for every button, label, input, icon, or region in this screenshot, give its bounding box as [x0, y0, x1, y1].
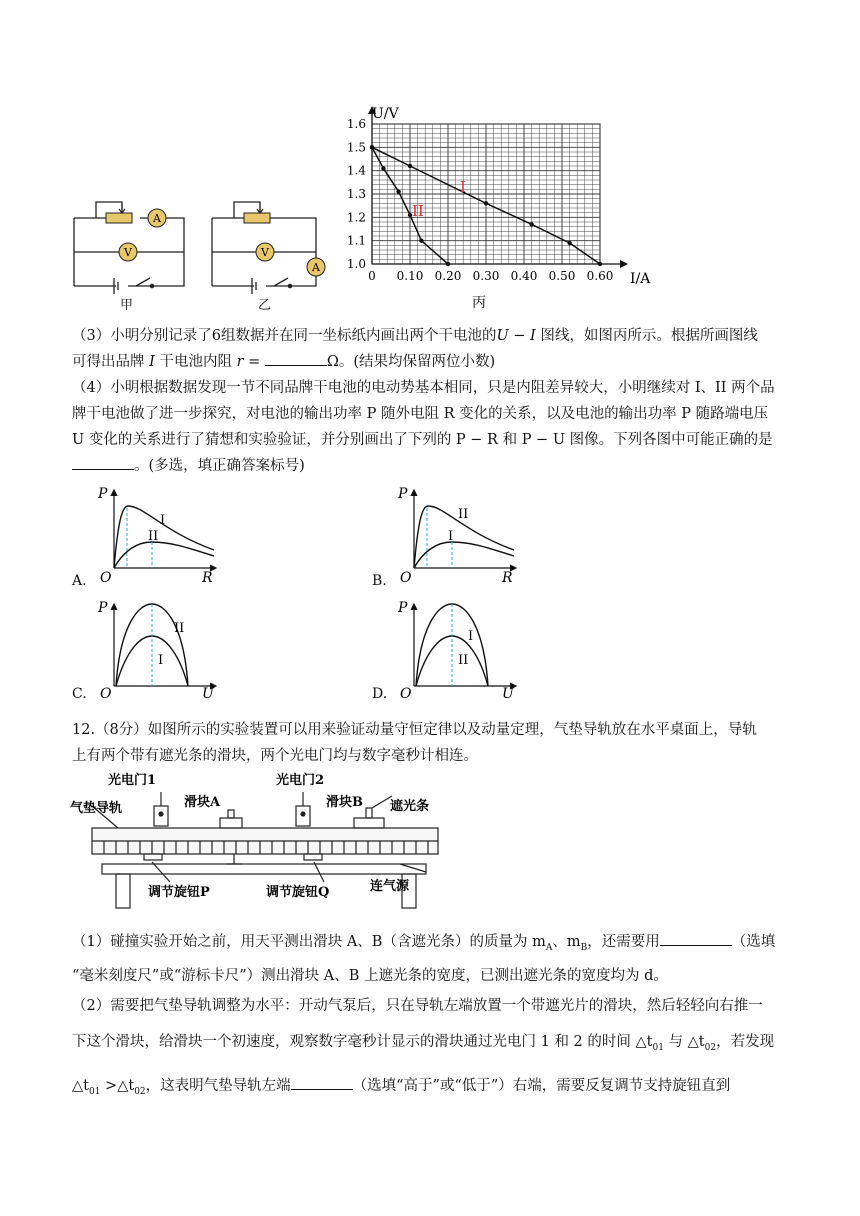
y-tick-label: 1.6: [346, 117, 366, 131]
svg-text:U: U: [202, 686, 214, 702]
option-A-label: A.: [72, 573, 87, 589]
x-tick-label: 0.60: [586, 269, 614, 283]
y-tick-label: 1.1: [346, 233, 366, 248]
y-tick-label: 1.5: [346, 140, 366, 155]
q4-line1: （4）小明根据数据发现一节不同品牌干电池的电动势基本相同，只是内阻差异较大，小明继续对 I、II 两个品: [72, 380, 775, 396]
option-C-label: C.: [72, 686, 87, 702]
label-shading: 遮光条: [390, 799, 430, 814]
svg-text:O: O: [100, 686, 112, 702]
svg-text:I: I: [160, 513, 166, 528]
svg-text:I: I: [448, 529, 454, 544]
y-tick-label: 1.4: [346, 163, 366, 178]
option-A-graph[interactable]: [94, 482, 224, 588]
x-tick-label: 0.10: [396, 269, 424, 283]
svg-text:II: II: [458, 507, 469, 522]
x-tick-label: 0: [368, 269, 376, 283]
option-C-graph[interactable]: [94, 596, 224, 702]
air-track-diagram: [70, 766, 460, 912]
svg-text:P: P: [398, 600, 408, 616]
data-point: [529, 222, 533, 226]
x-axis-label: I/A: [630, 271, 651, 287]
option-B-graph[interactable]: [394, 482, 524, 588]
svg-text:I: I: [468, 629, 474, 644]
label-knobP: 调节旋钮P: [148, 885, 210, 900]
caption-jia: 甲: [120, 298, 134, 313]
svg-text:O: O: [400, 686, 412, 702]
label-slider-A: 滑块A: [184, 795, 221, 810]
svg-text:U: U: [502, 686, 514, 702]
line-I-label: I: [460, 178, 466, 196]
svg-text:I: I: [158, 653, 164, 668]
option-B-label: B.: [372, 573, 387, 589]
svg-text:II: II: [458, 653, 469, 668]
q4-line2: 牌干电池做了进一步探究，对电池的输出功率 P 随外电阻 R 变化的关系，以及电池的输出功率 P 随路端电压: [72, 406, 769, 422]
q12-1-line2: “毫米刻度尺”或“游标卡尺”）测出滑块 A、B 上遮光条的宽度，已测出遮光条的宽度均为 d。: [72, 968, 668, 984]
answer-blank-q4[interactable]: [72, 455, 134, 470]
label-slider-B: 滑块B: [326, 795, 363, 810]
data-point: [370, 145, 374, 149]
label-track: 气垫导轨: [70, 801, 123, 816]
caption-yi: 乙: [258, 298, 272, 313]
q12-2-line1: （2）需要把气垫导轨调整为水平：开动气泵后，只在导轨左端放置一个带遮光片的滑块，然后轻轻向右推一: [72, 998, 763, 1014]
data-point: [484, 201, 488, 205]
data-point: [567, 241, 571, 245]
q3-line1: （3）小明分别记录了6组数据并在同一坐标纸内画出两个干电池的U − I 图线，如图丙所示。根据所画图线: [72, 328, 758, 344]
svg-text:II: II: [174, 621, 185, 636]
svg-text:II: II: [148, 529, 159, 544]
ammeter-label: A: [153, 212, 161, 225]
y-axis-label: U/V: [372, 106, 399, 122]
line-II-label: II: [412, 202, 424, 220]
ammeter-label-2: A: [312, 261, 320, 274]
data-point: [446, 262, 450, 266]
label-gate2: 光电门2: [276, 773, 325, 788]
q12-line2: 上有两个带有遮光条的滑块，两个光电门均与数字毫秒计相连。: [72, 748, 478, 764]
voltmeter-label-2: V: [261, 246, 269, 259]
q12-line1: 12.（8分）如图所示的实验装置可以用来验证动量守恒定律以及动量定理，气垫导轨放在水平桌面上，导轨: [72, 722, 757, 738]
q12-2-line3: $\triangle t_{01}$ $>\triangle t_{02}$，这表明气垫导轨左端 （选填“高于”或“低于”）右端，需要反复调节支持旋钮直到: [72, 1072, 792, 1106]
x-tick-label: 0.30: [472, 269, 500, 283]
q3-line2: 可得出品牌 I 干电池内阻 r = Ω。(结果均保留两位小数): [72, 348, 792, 376]
y-tick-label: 1.3: [346, 187, 366, 201]
answer-blank-r[interactable]: [265, 351, 327, 366]
svg-text:P: P: [398, 486, 408, 502]
voltmeter-label: V: [124, 246, 132, 259]
answer-blank-level[interactable]: [291, 1075, 353, 1090]
label-gate1: 光电门1: [108, 773, 157, 788]
svg-text:O: O: [100, 570, 112, 586]
svg-text:O: O: [400, 570, 412, 586]
q12-1-line1: （1）碰撞实验开始之前，用天平测出滑块 A、B（含遮光条）的质量为 $m_A$、$m_B$，还需要用 （选填: [72, 928, 792, 962]
data-point: [419, 238, 423, 242]
y-tick-label: 1.2: [346, 210, 366, 225]
caption-bing: 丙: [472, 295, 486, 311]
svg-text:P: P: [98, 486, 108, 502]
data-point: [396, 189, 400, 193]
q12-2-line2: 下这个滑块，给滑块一个初速度，观察数字毫秒计显示的滑块通过光电门 1 和 2 的时间 $\triangle t_{01}$ 与 $\triangle t_{02}$，若发现: [72, 1034, 775, 1053]
x-tick-label: 0.40: [510, 269, 538, 283]
svg-text:R: R: [502, 570, 513, 586]
q4-line4: 。(多选，填正确答案标号): [72, 452, 792, 480]
data-point: [381, 166, 385, 170]
svg-text:P: P: [98, 600, 108, 616]
label-knobQ: 调节旋钮Q: [266, 885, 330, 900]
y-tick-label: 1.0: [346, 257, 366, 271]
ui-graph: [336, 100, 666, 315]
option-D-label: D.: [372, 686, 388, 702]
data-point: [598, 262, 602, 266]
option-D-graph[interactable]: [394, 596, 524, 702]
label-air: 连气源: [370, 879, 410, 894]
x-tick-label: 0.50: [548, 269, 576, 283]
q4-line3: U 变化的关系进行了猜想和实验验证，并分别画出了下列的 P − R 和 P − U 图像。下列各图中可能正确的是: [72, 432, 773, 448]
answer-blank-tool[interactable]: [660, 931, 732, 946]
x-tick-label: 0.20: [434, 269, 462, 283]
svg-text:R: R: [202, 570, 213, 586]
data-point: [408, 164, 412, 168]
